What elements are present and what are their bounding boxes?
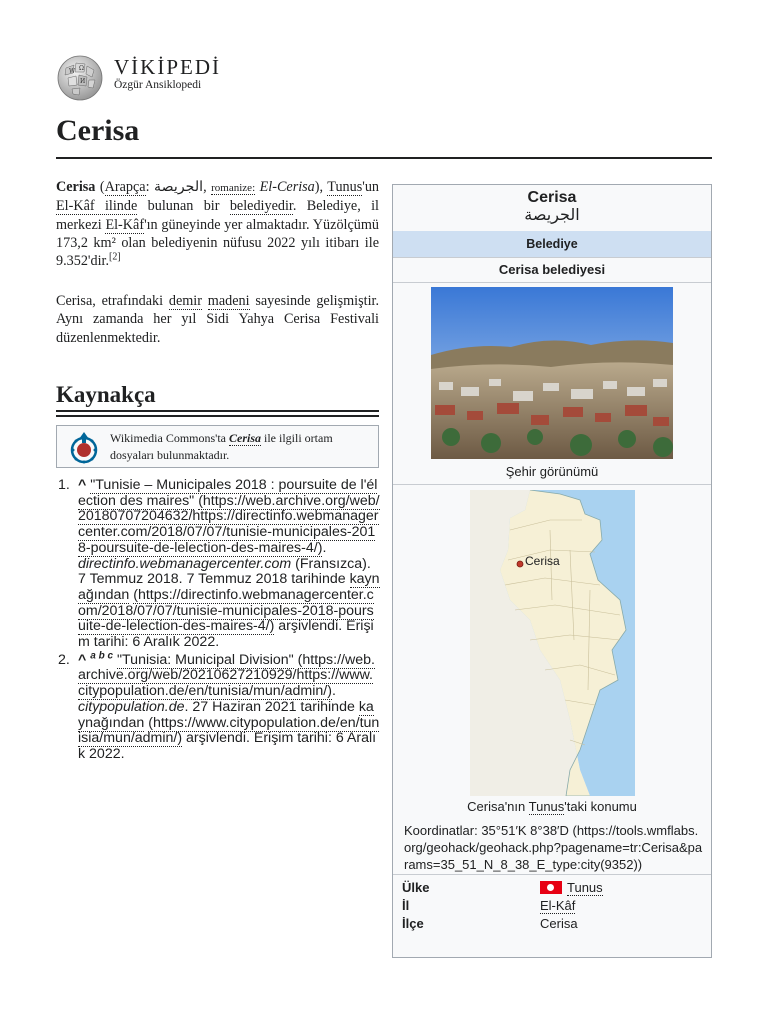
infobox-separator (393, 257, 711, 258)
commons-text (110, 430, 372, 464)
commons-text-2: ile ilgili ortam dosyaları bulunmaktadır. (110, 431, 333, 462)
logo-wordmark: VİKİPEDİ (114, 55, 221, 79)
municipality-link[interactable]: belediyedir (229, 198, 293, 215)
infobox-title: Cerisa (527, 189, 577, 206)
coordinates[interactable]: Koordinatlar: 35°51′K 8°38′D (https://tools.wmflabs.org/geohack/geohack.php?pagename=tr:Cerisa&params=35_51_N_8_38_E_type:city(9352)) (404, 823, 703, 872)
citation-2-link[interactable]: [2] (109, 251, 121, 263)
para2-text-1: Cerisa, etrafındaki (56, 293, 164, 309)
reference-source: directinfo.webmanagercenter.com (78, 555, 292, 572)
country-link[interactable]: Tunus (327, 179, 363, 195)
reference-source: citypopulation.de (78, 698, 185, 715)
ore-link[interactable]: madeni (207, 293, 250, 309)
reference-number: 2. (58, 651, 70, 668)
infobox-separator (393, 484, 711, 485)
map-marker-label: Cerisa (525, 554, 560, 568)
para2-text-2: sayesinde gelişmiştir. Aynı zamanda her yıl Sidi Yahya Cerisa Festivali düzenlenmektedir. (56, 293, 379, 346)
tunisia-flag-icon (540, 881, 562, 894)
wikipedia-globe-icon (56, 54, 104, 102)
district-value: Cerisa (540, 916, 578, 931)
commons-box (56, 425, 379, 468)
map-caption-link[interactable]: Tunus (528, 799, 565, 814)
tunisia-location-map[interactable] (470, 490, 635, 796)
map-caption-pre: Cerisa'nın (467, 799, 526, 814)
logo-tagline: Özgür Ansiklopedi (114, 79, 202, 91)
commons-link[interactable] (229, 431, 261, 446)
intro-paragraph: Cerisa (Arapça: الجريصة, romanize: El-Cerisa), Tunus'un El-Kâf ilinde bulunan bir belediyedir. Belediye, il merkezi El-Kâf'ın güneyinde yer almaktadır. Yüzölçümü 173,2 km² olan belediyenin nüfusu 2022 yılı itibarı ile 9.352'dir.[2] (56, 179, 380, 270)
backlink-letters[interactable]: a b c (90, 650, 114, 661)
commons-term: Cerisa (229, 431, 262, 445)
country-suffix: 'un (362, 179, 380, 195)
reference-item (58, 478, 380, 651)
commons-text-1: Wikimedia Commons'ta (110, 431, 226, 445)
archive-source-link[interactable]: kaynağından (78, 698, 374, 731)
city-photo[interactable] (431, 287, 673, 459)
wikipedia-logo[interactable] (56, 52, 256, 102)
center-link[interactable]: El-Kâf (105, 216, 145, 233)
photo-caption: Şehir görünümü (505, 464, 599, 479)
intro-text-1: bulunan bir (147, 198, 220, 215)
title-divider (56, 157, 712, 159)
infobox-separator (393, 874, 711, 875)
map-caption (393, 799, 711, 814)
archive-url[interactable]: (https://directinfo.webmanagercenter.com/2018/07/07/tunisie-municipales-2018-poursuite-de-lelection-des-maires-4/) (78, 586, 374, 635)
province-value (540, 898, 575, 913)
romanize-label[interactable]: romanize: (211, 182, 256, 194)
infobox-official-name: Cerisa belediyesi (498, 262, 606, 277)
reference-date-text: . 27 Haziran 2021 tarihinde (184, 698, 355, 715)
iron-link[interactable]: demir (168, 293, 202, 309)
page-title: Cerisa (56, 114, 140, 147)
infobox-title-arabic: الجريصة (524, 205, 580, 224)
intro-text-3: 'ın güneyinde yer almaktadır. Yüzölçümü 173,2 km² olan belediyenin nüfusu 2022 yılı itibarı ile 9.352'dir. (56, 216, 379, 270)
reference-list (58, 478, 380, 763)
archive-source-link[interactable]: kaynağından (78, 571, 380, 603)
references-divider-2 (56, 415, 379, 417)
province-link[interactable]: El-Kâf ilinde (56, 198, 138, 215)
province-value-link[interactable]: El-Kâf (540, 898, 576, 913)
archive-url[interactable]: (https://www.citypopulation.de/en/tunisia/mun/admin/) (78, 714, 380, 747)
reference-title-link[interactable]: "Tunisia: Municipal Division" (117, 651, 294, 668)
history-paragraph (56, 292, 379, 347)
country-value-link[interactable]: Tunus (567, 880, 603, 895)
romanized-name: El-Cerisa (259, 179, 315, 195)
map-caption-post: 'taki konumu (564, 799, 637, 814)
country-label: Ülke (402, 880, 430, 895)
reference-number: 1. (58, 477, 70, 493)
infobox-separator (393, 282, 711, 283)
reference-title-link[interactable]: "Tunisie – Municipales 2018 : poursuite de l'élection des maires" (78, 477, 378, 509)
reference-punct: . (331, 683, 336, 700)
reference-punct: . (322, 539, 327, 556)
reference-date-text: (Fransızca). 7 Temmuz 2018. 7 Temmuz 2018 tarihinde (78, 555, 371, 588)
arabic-name: الجريصة (154, 179, 204, 195)
wikimedia-commons-icon (67, 430, 101, 464)
references-divider (56, 410, 379, 412)
arabic-language-link[interactable]: Arapça (104, 179, 146, 195)
reference-url[interactable]: (https://web.archive.org/web/20210627210929/https://www.citypopulation.de/en/tunisia/mun/admin/) (78, 651, 375, 700)
infobox-type-header: Belediye (393, 231, 711, 257)
backlink-caret[interactable]: ^ (78, 477, 87, 493)
svg-text:W: W (69, 68, 76, 75)
district-label: İlçe (402, 916, 424, 931)
province-label: İl (402, 898, 410, 913)
intro-text-2: . Belediye, il merkezi (56, 198, 379, 233)
backlink-caret[interactable]: ^ (78, 651, 87, 668)
reference-url[interactable]: (https://web.archive.org/web/20180707204632/https://directinfo.webmanagercenter.com/2018/07/07/tunisie-municipales-2018-poursuite-de-lelection-des-maires-4/) (78, 492, 380, 556)
references-heading: Kaynakça (56, 382, 156, 407)
country-value (540, 880, 603, 895)
svg-text:И: И (80, 78, 86, 85)
svg-text:Ω: Ω (79, 65, 84, 72)
reference-access-text: arşivlendi. Erişim tarihi: 6 Aralık 2022. (78, 618, 374, 651)
reference-item (58, 650, 380, 763)
intro-term: Cerisa (56, 179, 96, 195)
reference-access-text: arşivlendi. Erişim tarihi: 6 Aralık 2022. (78, 730, 377, 762)
infobox (392, 184, 712, 958)
